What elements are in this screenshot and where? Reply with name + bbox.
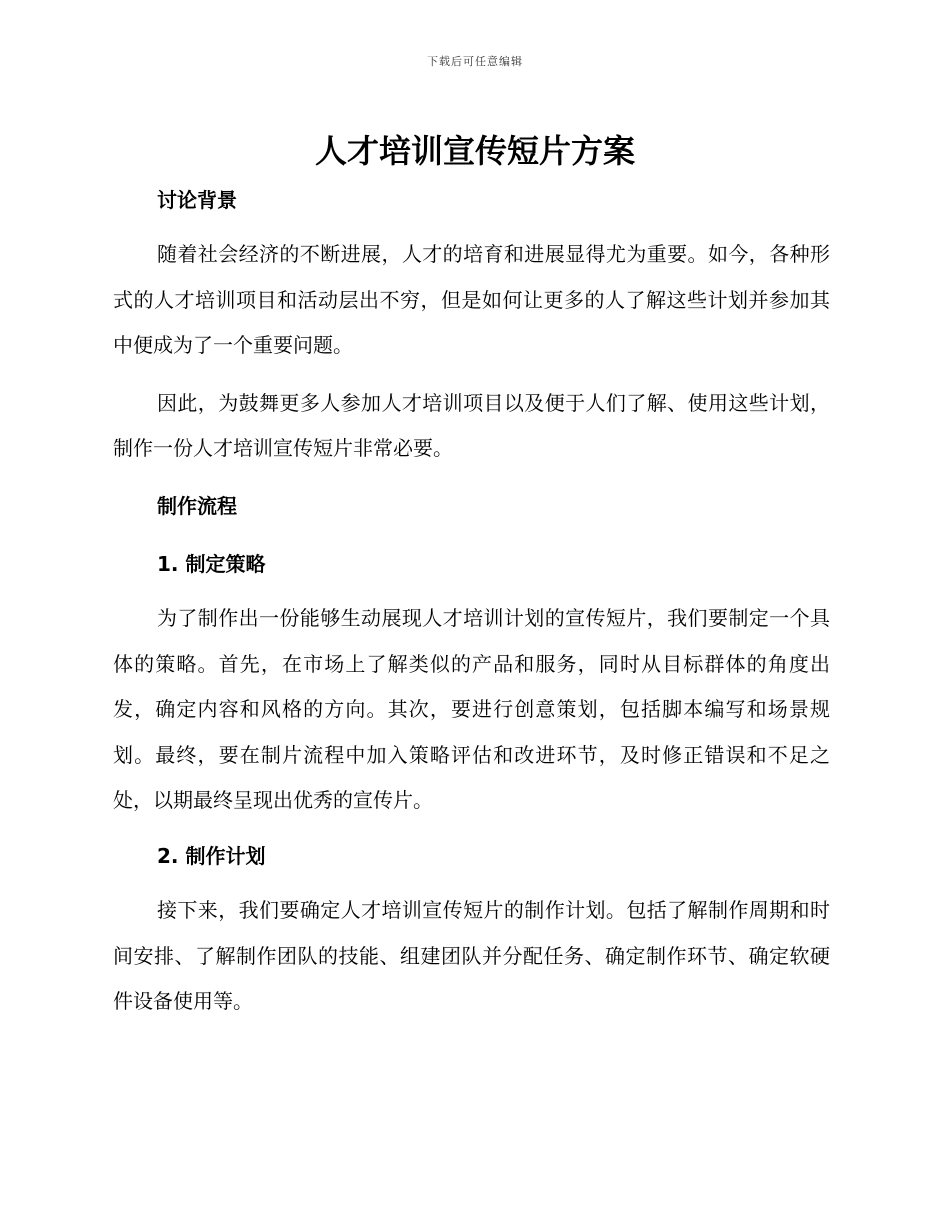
paragraph-background-1: 随着社会经济的不断进展，人才的培育和进展显得尤为重要。如今，各种形式的人才培训项目和活动层出不穷，但是如何让更多的人了解这些计划并参加其中便成为了一个重要问题。: [113, 242, 830, 358]
subsection-heading-strategy: 1. 制定策略: [157, 551, 266, 576]
subsection-heading-plan: 2. 制作计划: [157, 843, 266, 868]
paragraph-background-2: 因此，为鼓舞更多人参加人才培训项目以及便于人们了解、使用这些计划，制作一份人才培训宣传短片非常必要。: [113, 390, 830, 461]
section-heading-background: 讨论背景: [157, 188, 237, 212]
paragraph-strategy: 为了制作出一份能够生动展现人才培训计划的宣传短片，我们要制定一个具体的策略。首先，在市场上了解类似的产品和服务，同时从目标群体的角度出发，确定内容和风格的方向。其次，要进行创意策划，包括脚本编写和场景规划。最终，要在制片流程中加入策略评估和改进环节，及时修正错误和不足之处，以期最终呈现出优秀的宣传片。: [113, 605, 830, 813]
section-heading-process: 制作流程: [157, 493, 237, 518]
page-header-note: 下载后可任意编辑: [427, 55, 523, 68]
document-body: [113, 180, 830, 1025]
document-title: 人才培训宣传短片方案: [314, 132, 635, 170]
paragraph-plan: 接下来，我们要确定人才培训宣传短片的制作计划。包括了解制作周期和时间安排、了解制作团队的技能、组建团队并分配任务、确定制作环节、确定软硬件设备使用等。: [113, 897, 830, 1014]
